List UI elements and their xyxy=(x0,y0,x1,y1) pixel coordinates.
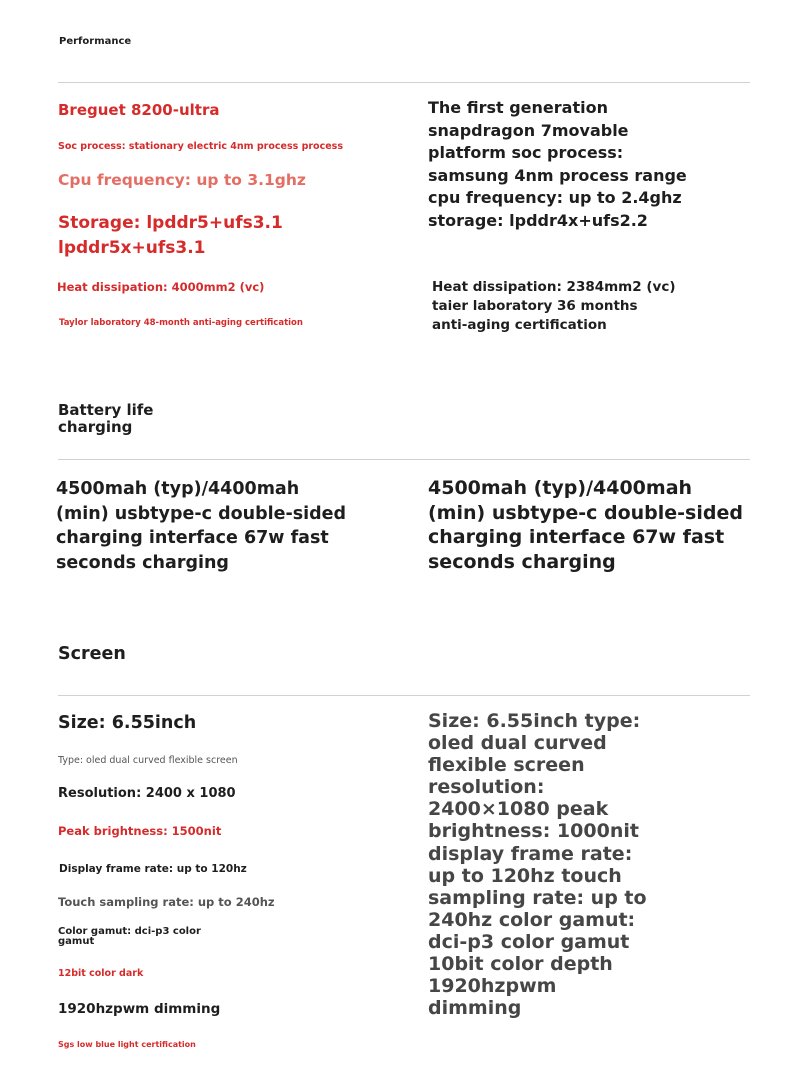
perf-left-storage-line: Storage: lpddr5+ufs3.1 xyxy=(58,213,283,233)
perf-left-cert: Taylor laboratory 48-month anti-aging certification xyxy=(59,318,303,328)
screen-left-frame-rate: Display frame rate: up to 120hz xyxy=(59,863,247,875)
screen-left-color-depth: 12bit color dark xyxy=(58,968,144,979)
screen-left-cert: Sgs low blue light certification xyxy=(58,1040,196,1049)
screen-left-touch: Touch sampling rate: up to 240hz xyxy=(58,895,275,909)
perf-right-spec-line: storage: lpddr4x+ufs2.2 xyxy=(428,210,648,230)
screen-left-pwm: 1920hzpwm dimming xyxy=(58,1001,221,1017)
screen-left-type: Type: oled dual curved flexible screen xyxy=(58,755,238,766)
perf-left-chip: Breguet 8200-ultra xyxy=(58,101,220,119)
battery-heading xyxy=(58,402,153,436)
screen-right-line: 240hz color gamut: xyxy=(428,908,636,931)
perf-right-spec-line: snapdragon 7movable xyxy=(428,120,629,140)
battery-left-line: charging interface 67w fast xyxy=(56,528,329,548)
battery-left xyxy=(56,477,346,575)
screen-right-line: dimming xyxy=(428,997,522,1020)
screen-right-line: flexible screen xyxy=(428,754,585,777)
battery-heading-line: Battery life xyxy=(58,401,154,419)
perf-right-spec-line: The first generation xyxy=(428,98,608,117)
perf-right-spec-line: cpu frequency: up to 2.4ghz xyxy=(428,188,682,208)
screen-right-line: brightness: 1000nit xyxy=(428,820,639,843)
screen-right-line: dci-p3 color gamut xyxy=(428,930,630,953)
screen-left-gamut-line: gamut xyxy=(58,936,95,947)
perf-right-spec-line: platform soc process: xyxy=(428,143,624,163)
battery-right-line: 4500mah (typ)/4400mah xyxy=(428,477,693,499)
screen-left-gamut xyxy=(58,927,201,947)
screen-left-brightness: Peak brightness: 1500nit xyxy=(58,824,222,838)
screen-right-line: 2400×1080 peak xyxy=(428,798,609,821)
battery-divider xyxy=(58,459,750,460)
battery-left-line: (min) usbtype-c double-sided xyxy=(56,503,347,524)
screen-right-line: up to 120hz touch xyxy=(428,864,622,887)
battery-right-line: seconds charging xyxy=(428,550,616,573)
battery-right-line: (min) usbtype-c double-sided xyxy=(428,501,743,524)
screen-heading: Screen xyxy=(58,644,126,664)
perf-right-heat xyxy=(432,278,676,335)
battery-right xyxy=(428,476,743,574)
perf-right-spec xyxy=(428,97,687,233)
perf-right-heat-line: taier laboratory 36 months xyxy=(432,298,638,314)
battery-right-line: charging interface 67w fast xyxy=(428,526,725,548)
screen-divider xyxy=(58,695,750,696)
perf-left-heat: Heat dissipation: 4000mm2 (vc) xyxy=(57,280,265,294)
screen-right-line: 10bit color depth xyxy=(428,953,613,976)
perf-left-soc: Soc process: stationary electric 4nm process process xyxy=(58,141,343,152)
screen-right-line: display frame rate: xyxy=(428,842,633,865)
screen-right-line: oled dual curved xyxy=(428,732,607,755)
screen-right-line: Size: 6.55inch type: xyxy=(428,710,641,732)
screen-right-line: 1920hzpwm xyxy=(428,975,557,998)
perf-right-heat-line: anti-aging certification xyxy=(432,317,607,333)
screen-left-gamut-line: Color gamut: dci-p3 color xyxy=(58,926,201,937)
screen-right-line: sampling rate: up to xyxy=(428,886,647,909)
screen-right-line: resolution: xyxy=(428,776,545,799)
perf-left-cpu: Cpu frequency: up to 3.1ghz xyxy=(58,171,306,189)
battery-heading-line: charging xyxy=(58,418,133,436)
perf-right-spec-line: samsung 4nm process range xyxy=(428,165,687,185)
screen-right xyxy=(428,710,647,1019)
performance-divider xyxy=(58,82,750,83)
perf-left-storage xyxy=(58,211,283,261)
screen-left-size: Size: 6.55inch xyxy=(58,713,197,733)
perf-right-heat-line: Heat dissipation: 2384mm2 (vc) xyxy=(432,279,676,295)
battery-left-line: seconds charging xyxy=(56,552,229,573)
performance-heading: Performance xyxy=(59,36,132,47)
screen-left-resolution: Resolution: 2400 x 1080 xyxy=(58,786,236,801)
battery-left-line: 4500mah (typ)/4400mah xyxy=(56,479,300,499)
perf-left-storage-line: lpddr5x+ufs3.1 xyxy=(58,238,206,258)
